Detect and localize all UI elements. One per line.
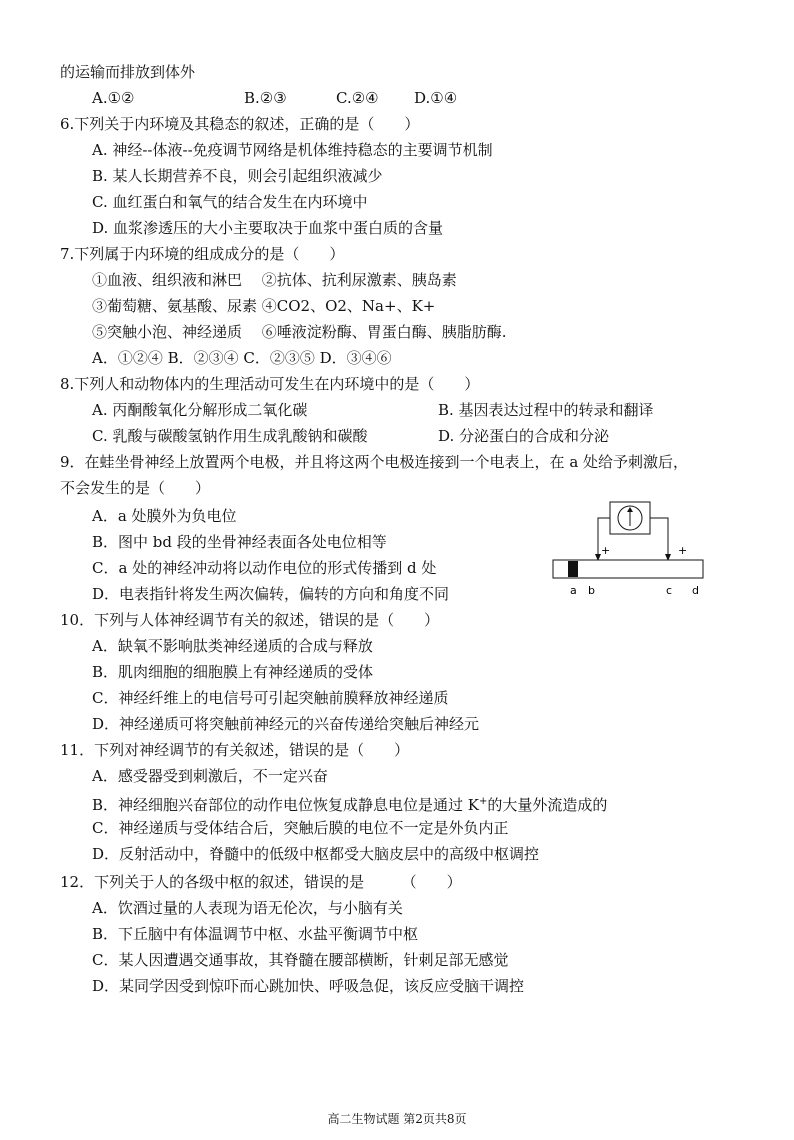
q11-option-b-text: B．神经细胞兴奋部位的动作电位恢复成静息电位是通过 K <box>92 796 479 814</box>
q8-option-a: A. 丙酮酸氧化分解形成二氧化碳 <box>92 401 308 419</box>
q11-stem: 11．下列对神经调节的有关叙述，错误的是（ ） <box>60 741 410 759</box>
q9-stem-line-2: 不会发生的是（ ） <box>60 479 211 497</box>
plus-sign-right: + <box>678 544 688 557</box>
nerve-meter-diagram <box>548 500 708 600</box>
label-a: a <box>570 584 577 597</box>
q8-option-c: C. 乳酸与碳酸氢钠作用生成乳酸钠和碳酸 <box>92 427 368 445</box>
q10-option-c: C．神经纤维上的电信号可引起突触前膜释放神经递质 <box>92 689 449 707</box>
q10-stem: 10．下列与人体神经调节有关的叙述，错误的是（ ） <box>60 611 440 629</box>
q11-option-b <box>92 792 607 815</box>
right-wire <box>650 518 668 558</box>
q10-option-d: D．神经递质可将突触前神经元的兴奋传递给突触后神经元 <box>92 715 480 733</box>
q5-option-c: C.②④ <box>336 89 379 107</box>
q10-option-a: A．缺氧不影响肽类神经递质的合成与释放 <box>92 637 373 655</box>
q9-option-d: D．电表指针将发生两次偏转，偏转的方向和角度不同 <box>92 585 450 603</box>
label-d: d <box>692 584 699 597</box>
q6-option-b: B. 某人长期营养不良，则会引起组织液减少 <box>92 167 383 185</box>
q7-stem: 7.下列属于内环境的组成成分的是（ ） <box>60 245 345 263</box>
q7-item-row-1: ①血液、组织液和淋巴 ②抗体、抗利尿激素、胰岛素 <box>92 271 457 289</box>
plus-sign-left: + <box>601 544 611 557</box>
q12-option-d: D．某同学因受到惊吓而心跳加快、呼吸急促，该反应受脑干调控 <box>92 977 525 995</box>
q8-stem: 8.下列人和动物体内的生理活动可发生在内环境中的是（ ） <box>60 375 480 393</box>
q6-stem: 6.下列关于内环境及其稳态的叙述，正确的是（ ） <box>60 115 420 133</box>
label-c: c <box>666 584 673 597</box>
q12-option-c: C．某人因遭遇交通事故，其脊髓在腰部横断，针刺足部无感觉 <box>92 951 509 969</box>
q7-options: A．①②④ B．②③④ C．②③⑤ D．③④⑥ <box>92 349 392 367</box>
label-b: b <box>588 584 595 597</box>
q6-option-a: A. 神经--体液--免疫调节网络是机体维持稳态的主要调节机制 <box>92 141 493 159</box>
q6-option-c: C. 血红蛋白和氧气的结合发生在内环境中 <box>92 193 368 211</box>
q6-option-d: D. 血浆渗透压的大小主要取决于血浆中蛋白质的含量 <box>92 219 444 237</box>
stimulus-point <box>568 561 578 577</box>
q9-option-a: A．a 处膜外为负电位 <box>92 507 237 525</box>
q11-option-d: D．反射活动中，脊髓中的低级中枢都受大脑皮层中的高级中枢调控 <box>92 845 540 863</box>
q10-option-b: B．肌肉细胞的细胞膜上有神经递质的受体 <box>92 663 374 681</box>
q5-option-d: D.①④ <box>414 89 458 107</box>
meter-needle-arrow <box>627 507 633 512</box>
potassium-charge: + <box>479 796 488 807</box>
q5-option-a: A.①② <box>92 89 135 107</box>
q12-option-b: B．下丘脑中有体温调节中枢、水盐平衡调节中枢 <box>92 925 419 943</box>
q11-option-b-text-end: 的大量外流造成的 <box>487 796 608 814</box>
q7-item-row-3: ⑤突触小泡、神经递质 ⑥唾液淀粉酶、胃蛋白酶、胰脂肪酶. <box>92 323 507 341</box>
q9-option-c: C．a 处的神经冲动将以动作电位的形式传播到 d 处 <box>92 559 437 577</box>
q12-option-a: A．饮酒过量的人表现为语无伦次，与小脑有关 <box>92 899 403 917</box>
q12-stem: 12．下列关于人的各级中枢的叙述，错误的是 （ ） <box>60 873 462 891</box>
page-footer: 高二生物试题 第2页共8页 <box>327 1112 467 1126</box>
q9-stem-line-1: 9．在蛙坐骨神经上放置两个电极，并且将这两个电极连接到一个电表上，在 a 处给予刺激后， <box>60 453 689 471</box>
q5-continuation: 的运输而排放到体外 <box>60 63 196 81</box>
q8-option-d: D. 分泌蛋白的合成和分泌 <box>438 427 610 445</box>
q11-option-c: C．神经递质与受体结合后，突触后膜的电位不一定是外负内正 <box>92 819 509 837</box>
q9-option-b: B．图中 bd 段的坐骨神经表面各处电位相等 <box>92 533 387 551</box>
q5-option-b: B.②③ <box>244 89 287 107</box>
q8-option-b: B. 基因表达过程中的转录和翻译 <box>438 401 654 419</box>
q7-item-row-2: ③葡萄糖、氨基酸、尿素 ④CO2、O2、Na+、K+ <box>92 297 436 315</box>
q11-option-a: A．感受器受到刺激后，不一定兴奋 <box>92 767 328 785</box>
